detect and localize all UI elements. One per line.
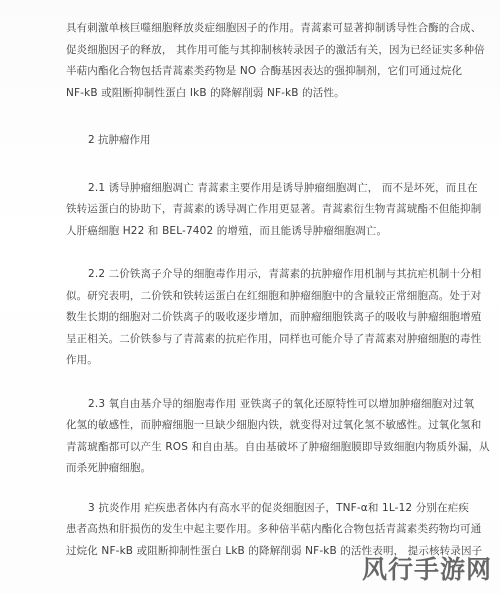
text-line: 铁转运蛋白的协助下，青蒿素的诱导凋亡作用更显著。青蒿素衍生物青蒿琥酯不但能抑制 — [66, 203, 482, 215]
paragraph-intro — [66, 18, 485, 104]
text-line: 青蒿琥酯都可以产生 ROS 和自由基。自由基破坏了肿瘤细胞膜即导致细胞内物质外漏，从 — [66, 440, 490, 453]
text-line: 患者高热和肝损伤的发生中起主要作用。多种倍半萜内酯化合物包括青蒿素类药物均可通 — [66, 523, 482, 535]
text-line: 人肝癌细胞 H22 和 BEL-7402 的增殖，而且能诱导肿瘤细胞凋亡。 — [66, 224, 388, 237]
text-line: 化氢的敏感性，而肿瘤细胞一旦缺少细胞内铁，就变得对过氧化氢不敏感性。过氧化氢和 — [66, 419, 482, 431]
text-line: 过烷化 NF-kB 或阻断抑制性蛋白 LkB 的降解削弱 NF-kB 的活性表明， 提示核转录因子 — [66, 544, 483, 557]
paragraph-2-1 — [66, 178, 482, 243]
document-body — [66, 18, 490, 562]
watermark-text: 风行手游网 — [361, 555, 492, 584]
text-line: 而杀死肿瘤细胞。 — [66, 462, 152, 474]
text-line: 半萜内酯化合物包括青蒿素类药物是 NO 合酶基因表达的强抑制剂，它们可通过烷化 — [66, 65, 463, 77]
text-line: 2.1 诱导肿瘤细胞凋亡 青蒿素主要作用是诱导肿瘤细胞凋亡， 而不是坏死，而且在 — [88, 181, 478, 194]
text-line: NF-kB 或阻断抑制性蛋白 IkB 的降解削弱 NF-kB 的活性。 — [66, 86, 345, 99]
section-heading-antitumor: 2 抗肿瘤作用 — [88, 134, 151, 146]
text-line: 3 抗炎作用 疟疾患者体内有高水平的促炎细胞因子，TNF-α和 1L-12 分别在疟疾 — [88, 501, 469, 514]
text-line: 数生长期的细胞对二价铁离子的吸收逐步增加，而肿瘤细胞铁离子的吸收与肿瘤细胞增殖 — [66, 311, 482, 323]
text-line: 具有刺激单核巨噬细胞释放炎症细胞因子的作用。青蒿素可显著抑制诱导性合酶的合成、 — [66, 22, 482, 34]
paragraph-2-2 — [66, 264, 482, 372]
text-line: 2.2 二价铁离子介导的细胞毒作用示，青蒿素的抗肿瘤作用机制与其抗疟机制十分相 — [88, 268, 482, 280]
text-line: 似。研究表明，二价铁和铁转运蛋白在红细胞和肿瘤细胞中的含量较正常细胞高。处于对 — [66, 289, 482, 302]
text-line: 呈正相关。二价铁参与了青蒿素的抗疟作用，同样也可能介导了青蒿素对肿瘤细胞的毒性 — [66, 332, 482, 345]
site-watermark — [362, 550, 492, 586]
paragraph-2-3 — [66, 394, 490, 480]
text-line: 作用。 — [66, 354, 98, 366]
text-line: 2.3 氧自由基介导的细胞毒作用 亚铁离子的氧化还原特性可以增加肿瘤细胞对过氧 — [88, 397, 475, 410]
text-line: 促炎细胞因子的释放， 其作用可能与其抑制核转录因子的激活有关，因为已经证实多种倍 — [66, 43, 485, 56]
